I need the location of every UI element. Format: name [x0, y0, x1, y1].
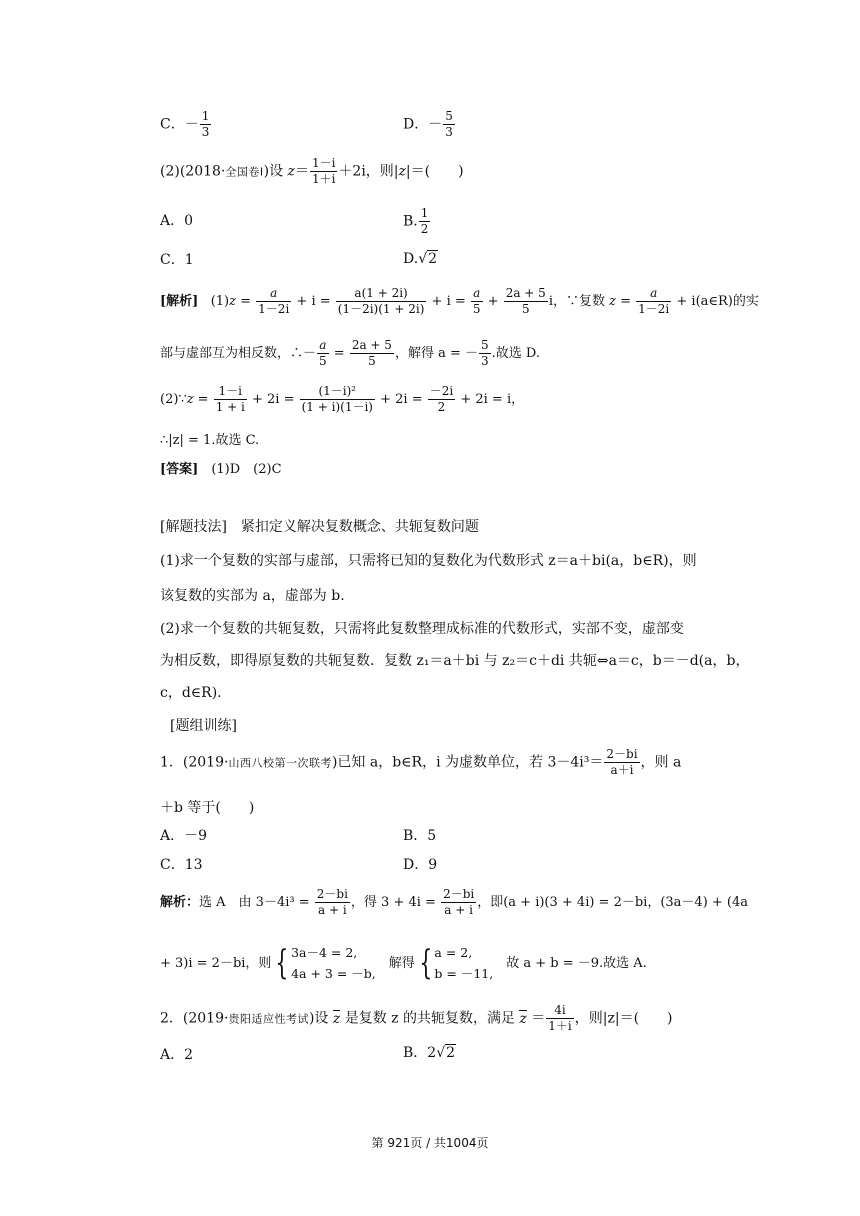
- q1-option-c: C．13: [160, 857, 203, 873]
- technique-heading: [解题技法] 紧扣定义解决复数概念、共轭复数问题: [160, 519, 479, 535]
- option-c-line4: C．1: [160, 252, 194, 268]
- q2-option-b: B．2√2: [403, 1045, 456, 1061]
- analysis-line-2: 部与虚部互为相反数，∴－ $\frac{a}{5}$ = $\frac{2a + 5}{5}$ ，解得 a = － $\frac{5}{3}$ .故选 D.: [160, 338, 540, 369]
- fraction: $\frac{5}{3}$: [445, 109, 453, 140]
- equation-system: 3a－4 = 2, 4a + 3 = －b,: [291, 945, 376, 982]
- exercise-heading: [题组训练]: [170, 718, 237, 734]
- fraction: $\frac{1-i}{1+i}$: [311, 156, 336, 187]
- analysis-tag: [解析]: [160, 294, 199, 310]
- technique-line-1: (1)求一个复数的实部与虚部，只需将已知的复数化为代数形式 z＝a＋bi(a，b∈R)，则: [160, 553, 697, 569]
- q2-option-a: A．2: [160, 1047, 194, 1063]
- q1-analysis-line-1: 解析：选 A 由 3－4i³ = $\frac{2-bi}{a + i}$ ，得 3 + 4i = $\frac{2-bi}{a + i}$ ，即(a + i)(3 + 4i) = 2－bi，(3a－4) + (4a: [160, 887, 749, 918]
- fraction: $\frac{1}{2}$: [420, 206, 429, 237]
- question-1-line-2: ＋b 等于( ): [160, 800, 255, 816]
- sqrt: √2: [436, 1045, 456, 1061]
- option-a-line3: A．0: [160, 213, 194, 229]
- option-c-line1: [160, 110, 212, 139]
- analysis-line-3: (2)∵z = $\frac{1-i}{1 + i}$ + 2i = $\frac{\text{(1－i)²}}{(1 + i)(1-i)}$ + 2i = $\frac{-2i}{2}$ + 2i = i，: [160, 384, 525, 415]
- sqrt: √2: [418, 251, 438, 267]
- source-label: 全国卷Ⅰ: [225, 165, 264, 179]
- technique-line-5: c，d∈R).: [160, 685, 222, 701]
- equation-system: a = 2, b = －11,: [434, 945, 494, 982]
- source-label: 贵阳适应性考试: [228, 1012, 309, 1026]
- question-2: (2)(2018·全国卷Ⅰ)设 z＝ $\frac{1-i}{1+i}$ ＋2i，则|z|＝( ): [160, 156, 464, 187]
- technique-line-2: 该复数的实部为 a，虚部为 b.: [160, 588, 345, 604]
- answer-tag: [答案]: [160, 462, 199, 477]
- question-2b: 2．(2019·贵阳适应性考试)设 z 是复数 z 的共轭复数，满足 z ＝ $\frac{4i}{1+i}$ ，则|z|＝( ): [160, 1003, 673, 1034]
- option-c-label: C．－: [160, 116, 199, 133]
- answer-line: [答案] (1)D (2)C: [160, 462, 282, 477]
- option-b-line3: B. $\frac{1}{2}$: [403, 206, 429, 237]
- q1-option-a: A．－9: [160, 828, 208, 844]
- q1-analysis-line-2: + 3)i = 2－bi，则 { 3a－4 = 2, 4a + 3 = －b, 解得 { a = 2, b = －11, 故 a + b = －9.故选 A.: [160, 943, 647, 984]
- q1-option-d: D．9: [403, 857, 438, 873]
- option-d-label: D．－: [403, 116, 443, 133]
- left-brace: {: [275, 943, 289, 984]
- left-brace: {: [419, 943, 433, 984]
- option-d-line4: D.√2: [403, 251, 438, 267]
- source-label: 山西八校第一次联考: [228, 756, 332, 770]
- question-1: 1．(2019·山西八校第一次联考)已知 a，b∈R，i 为虚数单位，若 3－4i³＝ $\frac{2-bi}{a+i}$ ，则 a: [160, 747, 682, 778]
- analysis-line-4: ∴|z| = 1.故选 C.: [160, 433, 260, 448]
- analysis-tag: 解析：: [160, 895, 200, 911]
- technique-line-3: (2)求一个复数的共轭复数，只需将此复数整理成标准的代数形式，实部不变，虚部变: [160, 621, 684, 637]
- technique-line-4: 为相反数，即得原复数的共轭复数．复数 z₁＝a＋bi 与 z₂＝c＋di 共轭⇔a＝c，b＝－d(a，b，: [160, 653, 750, 669]
- fraction: $\frac{1}{3}$: [201, 109, 210, 140]
- option-d-line1: [403, 110, 456, 139]
- q1-option-b: B．5: [403, 828, 437, 844]
- page-footer: 第 921页 / 共1004页: [371, 1136, 489, 1150]
- analysis-line-1: [解析] (1)z = $\frac{a}{1-2i}$ + i = $\frac{a(1 + 2i)}{(1-2i)(1 + 2i)}$ + i = $\frac{a}{5}$ + $\frac{2a + 5}{5}$ i，∵复数 z = $\frac{a}{1-2i}$ + i(a∈R)的实: [160, 286, 759, 317]
